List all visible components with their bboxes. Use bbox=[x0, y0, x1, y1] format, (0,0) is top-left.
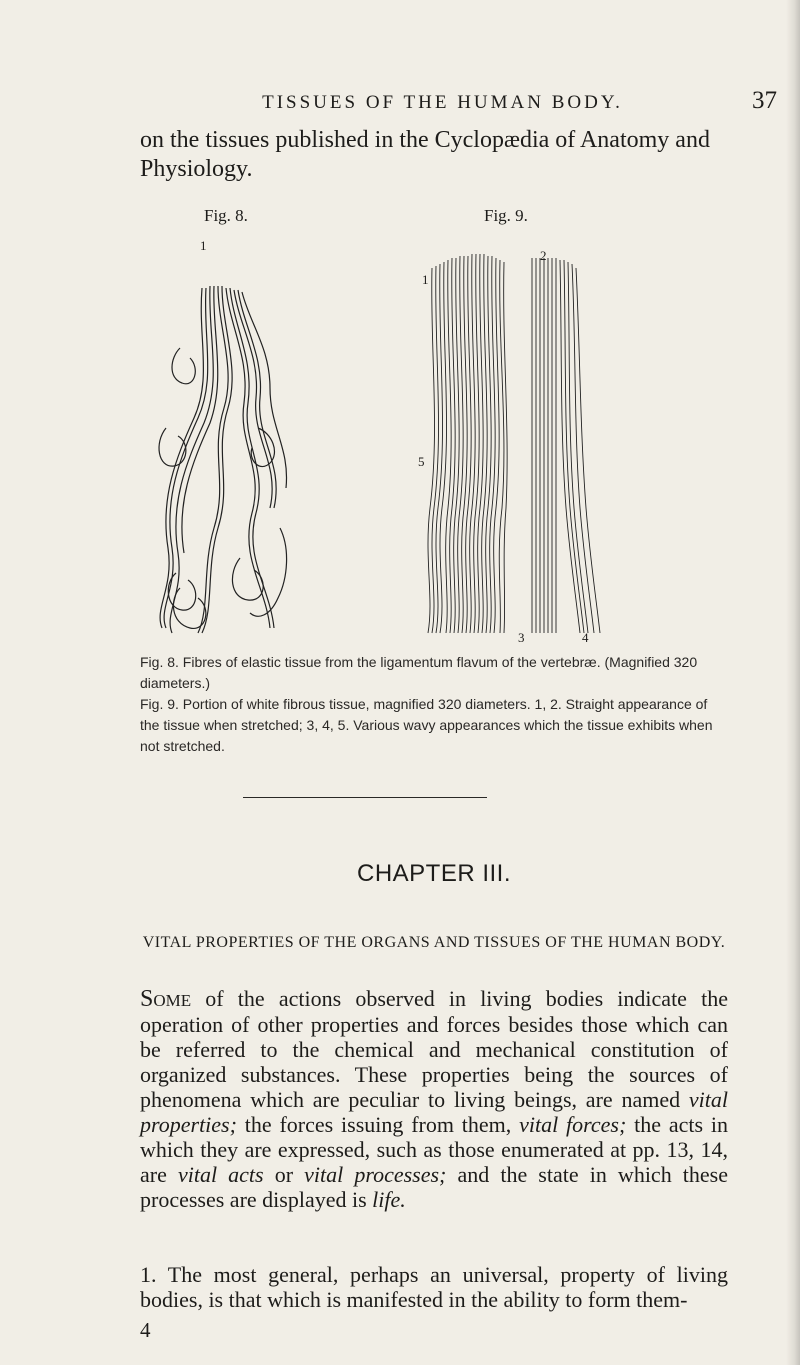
body-paragraph-2: 1. The most general, perhaps an universal, property of living bodies, is that which is manifested in the ability to form them- bbox=[140, 1262, 728, 1312]
section-divider bbox=[243, 797, 487, 798]
running-head: TISSUES OF THE HUMAN BODY. bbox=[262, 92, 623, 113]
emphasis-vital-acts: vital acts bbox=[177, 1162, 264, 1187]
chapter-subtitle: VITAL PROPERTIES OF THE ORGANS AND TISSUES OF THE HUMAN BODY. bbox=[142, 934, 726, 951]
paragraph-text: the acts in which they are expressed, such as those enumerated at pp. 13, 14, are bbox=[140, 1112, 728, 1187]
intro-text: on the tissues published in the Cyclopædia of Anatomy and Physiology. bbox=[140, 127, 710, 182]
paragraph-text: of the actions observed in living bodies indicate the operation of other properties and forces besides those which can be referred to the chemical and mechanical constitution of organized substances. These properties being the sources of phenomena which are peculiar to living beings, are named bbox=[140, 986, 728, 1112]
paragraph-text: and the state in which these processes are displayed is bbox=[140, 1162, 728, 1212]
fig-9-marker-3: 3 bbox=[518, 630, 525, 645]
page-edge-shadow bbox=[786, 0, 800, 1365]
fig-9-marker-5: 5 bbox=[418, 454, 425, 469]
page-number: 37 bbox=[752, 87, 777, 114]
fig-9-fibrous-tissue-illustration bbox=[410, 228, 610, 648]
paragraph-text: or bbox=[263, 1162, 305, 1187]
fig-8-label: Fig. 8. bbox=[204, 206, 248, 225]
chapter-title: CHAPTER III. bbox=[356, 860, 512, 887]
body-paragraph-1 bbox=[140, 986, 728, 1212]
emphasis-vital-forces: vital forces; bbox=[519, 1112, 627, 1137]
fig-9-marker-2: 2 bbox=[540, 248, 547, 263]
paragraph-lead-word: Some bbox=[140, 986, 192, 1012]
fig-9-caption: Fig. 9. Portion of white fibrous tissue, magnified 320 diameters. 1, 2. Straight appearance of the tissue when stretched; 3, 4, 5. Various wavy appearances which the tissue exhibits when not stretched. bbox=[140, 696, 713, 754]
fig-8-marker: 1 bbox=[200, 238, 207, 253]
signature-mark: 4 bbox=[140, 1318, 151, 1342]
emphasis-life: life. bbox=[372, 1187, 406, 1212]
fig-9-label: Fig. 9. bbox=[484, 206, 528, 225]
paragraph-text: the forces issuing from them, bbox=[236, 1112, 520, 1137]
fig-8-caption: Fig. 8. Fibres of elastic tissue from the ligamentum flavum of the vertebræ. (Magnified 320 diameters.) bbox=[140, 654, 698, 691]
fig-9-marker-1: 1 bbox=[422, 272, 429, 287]
fig-8-elastic-fibres-illustration bbox=[140, 228, 310, 643]
emphasis-vital-properties: vital properties; bbox=[140, 1087, 728, 1137]
emphasis-vital-processes: vital processes; bbox=[304, 1162, 447, 1187]
fig-9-marker-4: 4 bbox=[582, 630, 589, 645]
